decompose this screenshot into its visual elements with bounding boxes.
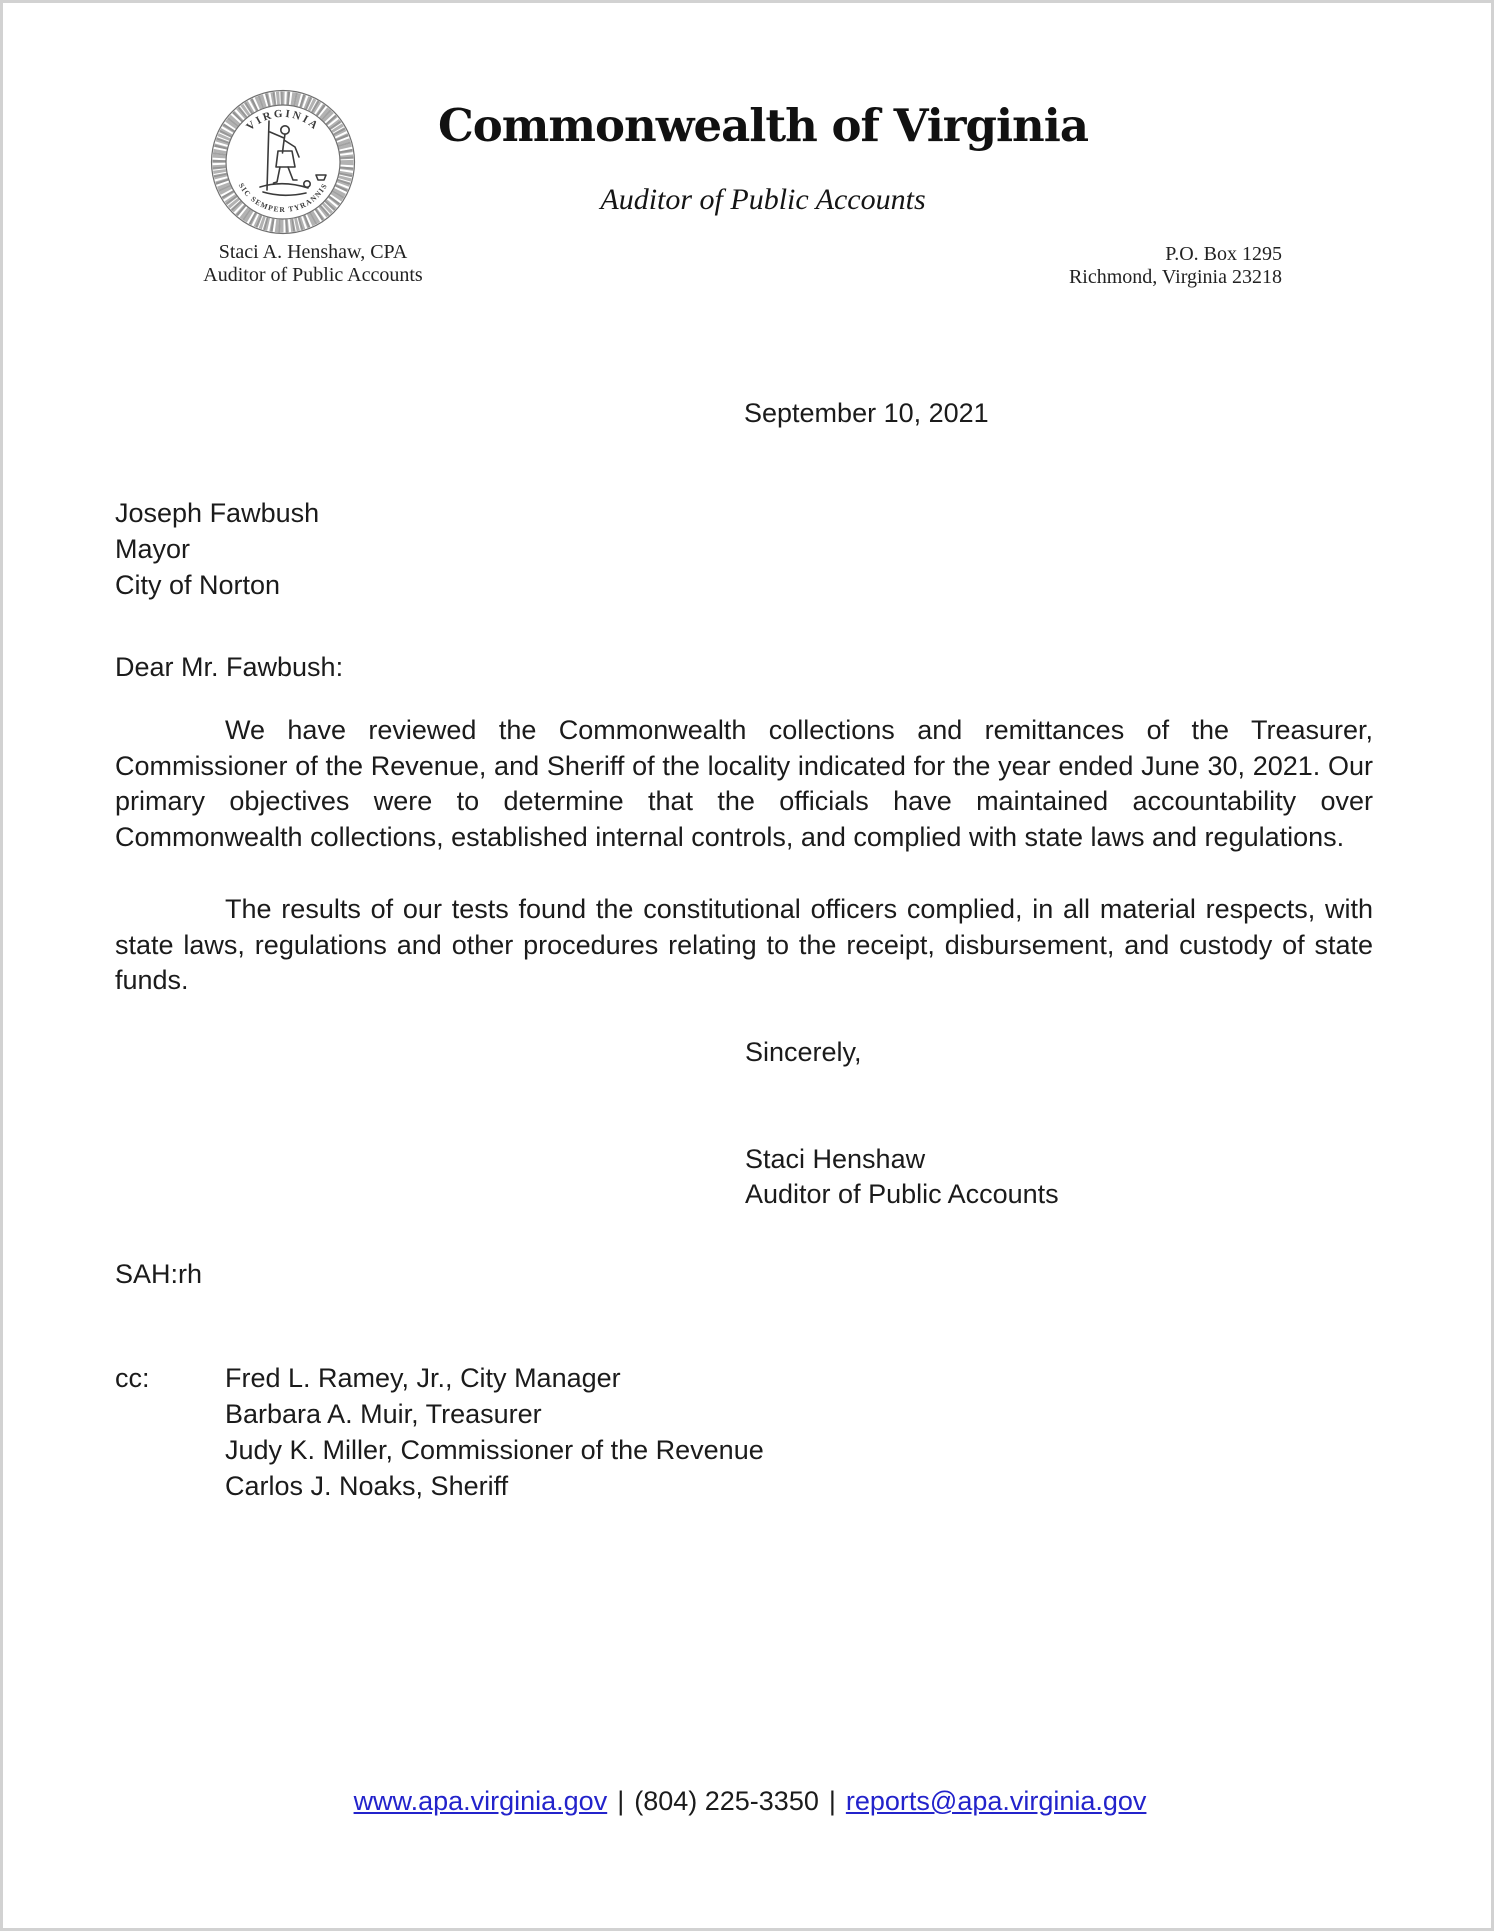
closing: Sincerely, [745, 1037, 862, 1067]
footer-separator: | [617, 1786, 625, 1816]
footer-phone: (804) 225-3350 [634, 1786, 819, 1816]
cc-item: Barbara A. Muir, Treasurer [225, 1399, 542, 1429]
letter-date: September 10, 2021 [744, 398, 989, 428]
signature-block [745, 1142, 1059, 1212]
website-link[interactable]: www.apa.virginia.gov [353, 1786, 608, 1816]
recipient-title: Mayor [115, 534, 191, 564]
officer-name: Staci A. Henshaw, CPA [218, 241, 408, 263]
org-title: Commonwealth of Virginia [437, 99, 1089, 152]
body-paragraph-2: The results of our tests found the constitutional officers complied, in all material respects, with state laws, regulations and other procedures relating to the receipt, disbursement, and custody of state funds. [115, 894, 1373, 995]
cc-item: Fred L. Ramey, Jr., City Manager [225, 1363, 621, 1393]
email-link[interactable]: reports@apa.virginia.gov [845, 1786, 1147, 1816]
signer-name: Staci Henshaw [745, 1144, 926, 1174]
footer-separator: | [828, 1786, 836, 1816]
officer-title: Auditor of Public Accounts [203, 264, 423, 286]
seal-bottom-text: SIC SEMPER TYRANNIS [236, 181, 330, 215]
cc-item: Carlos J. Noaks, Sheriff [225, 1471, 509, 1501]
seal-top-text: VIRGINIA [244, 107, 322, 134]
cc-label: cc: [115, 1363, 150, 1393]
officer-block [153, 241, 473, 287]
address-city: Richmond, Virginia 23218 [1068, 266, 1282, 288]
recipient-block [115, 495, 319, 603]
signer-title: Auditor of Public Accounts [745, 1179, 1059, 1209]
cc-list [225, 1360, 764, 1504]
address-po-box: P.O. Box 1295 [1165, 243, 1282, 265]
footer [3, 1784, 1494, 1819]
salutation: Dear Mr. Fawbush: [115, 652, 344, 682]
body-paragraph-1: We have reviewed the Commonwealth collections and remittances of the Treasurer, Commissioner of the Revenue, and Sheriff of the locality indicated for the year ended June 30, 2021. Our primary objectives were to determine that the officials have maintained accountability over Commonwealth collections, established internal controls, and complied with state laws and regulations. [115, 715, 1373, 852]
org-subtitle: Auditor of Public Accounts [600, 183, 926, 216]
cc-item: Judy K. Miller, Commissioner of the Revenue [225, 1435, 764, 1465]
recipient-locality: City of Norton [115, 570, 281, 600]
cc-block [115, 1360, 764, 1504]
reference-initials: SAH:rh [115, 1259, 203, 1289]
recipient-name: Joseph Fawbush [115, 498, 320, 528]
address-block [882, 243, 1282, 289]
